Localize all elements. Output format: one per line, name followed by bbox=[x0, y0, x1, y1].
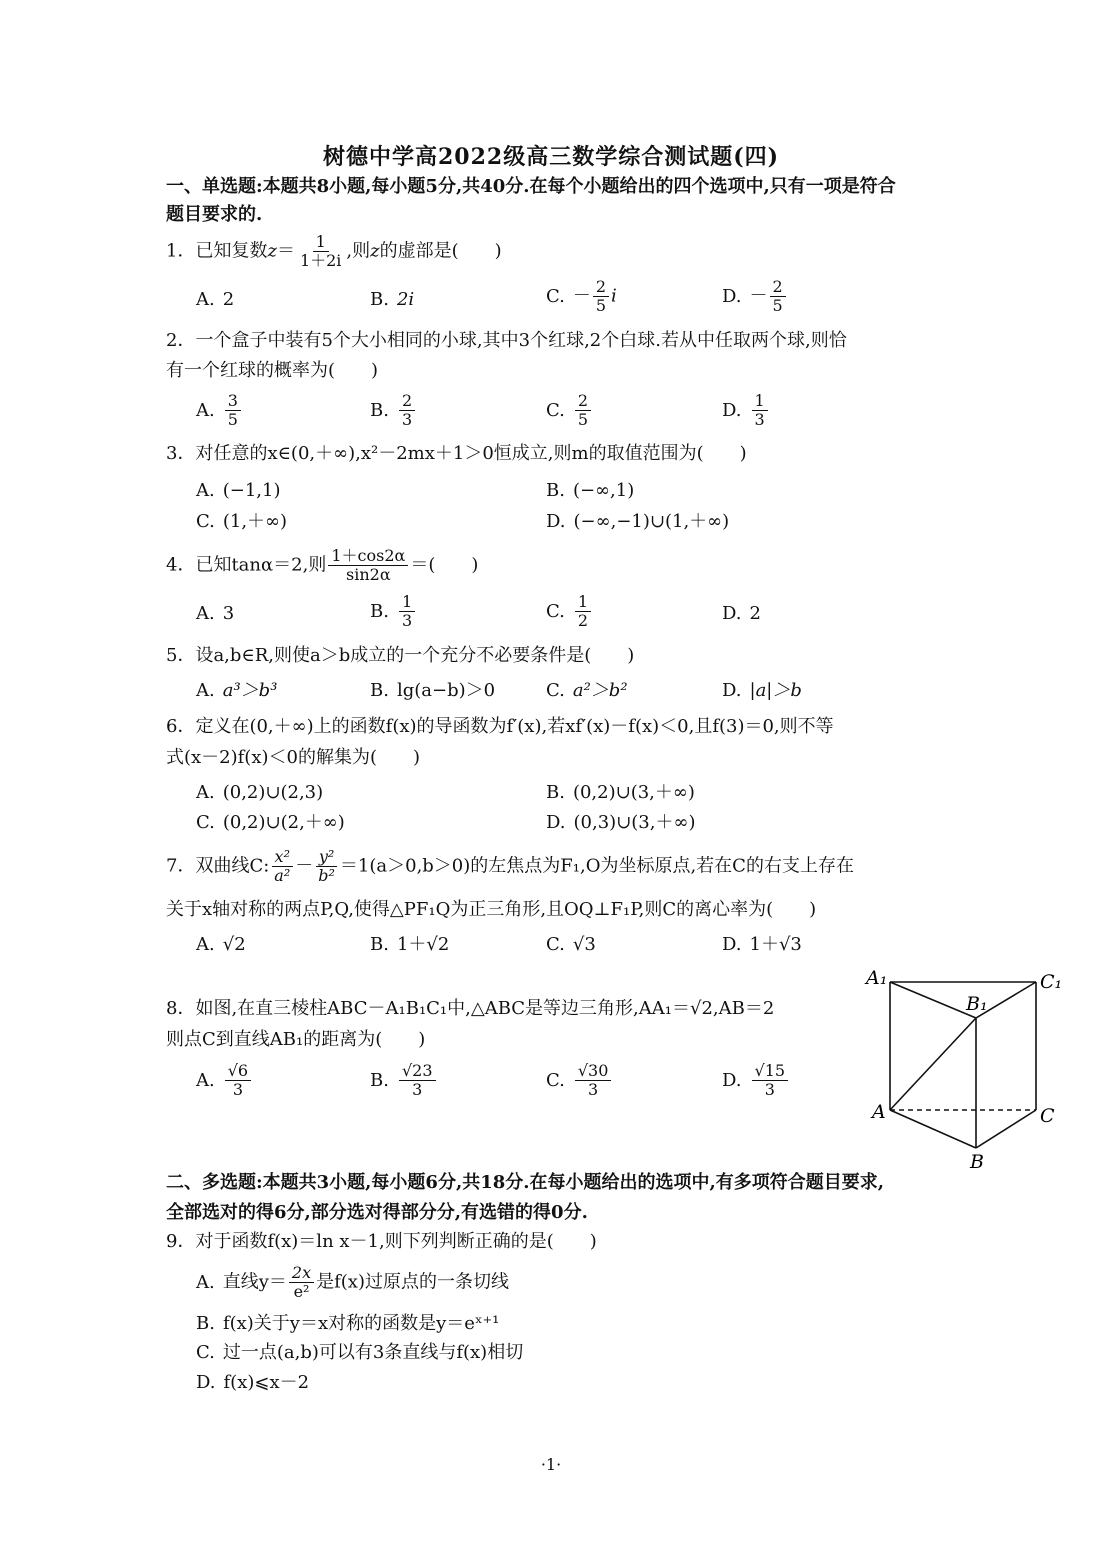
option-label: C. bbox=[546, 934, 565, 955]
option-value: (1,＋∞) bbox=[222, 511, 288, 532]
option-value: (0,2)∪(3,＋∞) bbox=[572, 782, 695, 803]
q1-option-b[interactable] bbox=[370, 286, 414, 314]
option-value: 2i bbox=[396, 289, 415, 310]
q5-option-a[interactable] bbox=[196, 677, 277, 705]
q4-fraction bbox=[328, 547, 408, 584]
option-fraction bbox=[752, 392, 768, 429]
option-label: A. bbox=[196, 289, 215, 310]
question-4 bbox=[166, 547, 478, 584]
option-label: A. bbox=[196, 1069, 215, 1091]
q2-option-d[interactable] bbox=[722, 392, 770, 429]
option-fraction bbox=[575, 593, 591, 630]
option-value: 2 bbox=[222, 289, 235, 310]
option-value: 2 bbox=[749, 603, 761, 624]
option-label: A. bbox=[196, 603, 215, 624]
option-label: B. bbox=[370, 1069, 389, 1091]
q4-prefix: 4．已知tanα＝2,则 bbox=[166, 554, 327, 576]
q4-frac-den: sin2α bbox=[346, 565, 391, 584]
frac-num: √23 bbox=[399, 1062, 436, 1081]
q6-line1: 6．定义在(0,＋∞)上的函数f(x)的导函数为f′(x),若xf′(x)－f(x)＜0,且f(3)＝0,则不等 bbox=[166, 716, 834, 737]
option-label: B. bbox=[546, 782, 565, 803]
option-sign: － bbox=[749, 285, 768, 307]
label-c1: C₁ bbox=[1040, 971, 1063, 993]
q1-prefix: 1．已知复数 bbox=[166, 240, 268, 262]
frac-num: √30 bbox=[575, 1062, 612, 1081]
option-value: (−∞,1) bbox=[572, 480, 635, 501]
frac-den: a² bbox=[274, 866, 291, 885]
q8-option-c[interactable] bbox=[546, 1062, 613, 1099]
q8-option-d[interactable] bbox=[722, 1062, 790, 1099]
option-label: D. bbox=[722, 399, 742, 421]
option-label: C. bbox=[196, 1342, 215, 1363]
option-label: B. bbox=[370, 399, 389, 421]
option-fraction bbox=[593, 278, 609, 315]
q3-option-a[interactable] bbox=[196, 477, 281, 505]
option-sign: － bbox=[572, 285, 591, 307]
option-value: f(x)⩽x－2 bbox=[223, 1372, 310, 1393]
option-fraction bbox=[770, 278, 786, 315]
q8-option-a[interactable] bbox=[196, 1062, 253, 1099]
q2-line1: 2．一个盒子中装有5个大小相同的小球,其中3个红球,2个白球.若从中任取两个球,则恰 bbox=[166, 330, 847, 351]
option-label: D. bbox=[722, 934, 742, 955]
question-3: 3．对任意的x∈(0,＋∞),x²－2mx＋1＞0恒成立,则m的取值范围为( ) bbox=[166, 443, 747, 464]
option-label: C. bbox=[546, 1069, 565, 1091]
question-6 bbox=[166, 713, 834, 772]
option-label: D. bbox=[546, 812, 566, 833]
option-label: B. bbox=[196, 1313, 215, 1334]
q1-option-d[interactable] bbox=[722, 278, 788, 315]
frac-den: 5 bbox=[595, 296, 607, 315]
q8-line1: 8．如图,在直三棱柱ABC－A₁B₁C₁中,△ABC是等边三角形,AA₁＝√2,AB＝2 bbox=[166, 998, 775, 1019]
option-label: D. bbox=[722, 603, 742, 624]
q7-prefix: 7．双曲线C: bbox=[166, 855, 270, 877]
label-a: A bbox=[872, 1101, 886, 1123]
q8-line2: 则点C到直线AB₁的距离为( ) bbox=[166, 1029, 426, 1050]
frac-den: 3 bbox=[754, 410, 765, 429]
option-fraction bbox=[399, 392, 415, 429]
option-label: A. bbox=[196, 1271, 215, 1293]
frac-den: 3 bbox=[401, 611, 413, 630]
frac-den: 5 bbox=[227, 410, 238, 429]
q9-option-a[interactable] bbox=[196, 1264, 509, 1301]
option-label: C. bbox=[546, 285, 565, 307]
option-fraction bbox=[399, 593, 415, 630]
question-2 bbox=[166, 327, 847, 385]
option-value: (0,2)∪(2,＋∞) bbox=[222, 812, 345, 833]
question-7 bbox=[166, 848, 854, 885]
q7-option-a[interactable] bbox=[196, 931, 246, 959]
q2-option-c[interactable] bbox=[546, 392, 593, 429]
q1-option-c[interactable] bbox=[546, 278, 617, 315]
q1-post: ,则 bbox=[346, 240, 371, 262]
frac-num: 3 bbox=[225, 392, 241, 411]
option-label: D. bbox=[546, 511, 566, 532]
q9-option-c[interactable] bbox=[196, 1339, 523, 1367]
option-label: C. bbox=[546, 399, 565, 421]
option-tail: i bbox=[611, 285, 617, 307]
edge-a1b1 bbox=[890, 982, 976, 1018]
q3-option-b[interactable] bbox=[546, 477, 634, 505]
frac-num: √15 bbox=[752, 1062, 789, 1081]
page-number: ·1· bbox=[540, 1455, 562, 1474]
q6-line2: 式(x－2)f(x)＜0的解集为( ) bbox=[166, 747, 421, 768]
option-value: f(x)关于y＝x对称的函数是y＝eˣ⁺¹ bbox=[222, 1313, 500, 1334]
option-label: A. bbox=[196, 480, 215, 501]
option-label: D. bbox=[722, 680, 742, 701]
frac-num: 2 bbox=[593, 278, 609, 297]
q1-eq: ＝ bbox=[276, 240, 295, 262]
q4-option-b[interactable] bbox=[370, 593, 417, 630]
label-c: C bbox=[1040, 1105, 1055, 1127]
frac-den: 3 bbox=[232, 1080, 244, 1099]
q2-line2: 有一个红球的概率为( ) bbox=[166, 360, 379, 381]
q6-option-a[interactable] bbox=[196, 779, 323, 807]
q7-fraction-y bbox=[315, 848, 338, 885]
option-label: A. bbox=[196, 782, 215, 803]
q4-option-a[interactable] bbox=[196, 600, 234, 628]
frac-den: 3 bbox=[401, 410, 413, 429]
option-label: D. bbox=[722, 285, 742, 307]
option-fraction bbox=[225, 392, 241, 429]
q1-option-a[interactable] bbox=[196, 286, 234, 314]
option-fraction bbox=[399, 1062, 436, 1099]
option-label: C. bbox=[196, 812, 215, 833]
question-8 bbox=[166, 995, 774, 1054]
option-value: √2 bbox=[222, 934, 246, 955]
option-label: B. bbox=[546, 480, 565, 501]
q1-frac-den: 1＋2i bbox=[299, 251, 342, 270]
option-value: (0,3)∪(3,＋∞) bbox=[573, 812, 696, 833]
frac-den: e² bbox=[293, 1282, 310, 1301]
q9-option-b[interactable] bbox=[196, 1310, 499, 1338]
q7-option-d[interactable] bbox=[722, 931, 802, 959]
question-9: 9．对于函数f(x)＝ln x－1,则下列判断正确的是( ) bbox=[166, 1231, 597, 1252]
section2-line1: 二、多选题:本题共3小题,每小题6分,共18分.在每小题给出的选项中,有多项符合题目要求, bbox=[166, 1172, 885, 1193]
q7-option-b[interactable] bbox=[370, 931, 449, 959]
option-fraction bbox=[752, 1062, 789, 1099]
option-value: a³＞b³ bbox=[222, 680, 278, 701]
option-label: B. bbox=[370, 680, 389, 701]
option-label: B. bbox=[370, 934, 389, 955]
frac-den: 5 bbox=[772, 296, 783, 315]
option-label: B. bbox=[370, 600, 389, 622]
label-b1: B₁ bbox=[966, 993, 988, 1015]
q1-frac-num: 1 bbox=[313, 233, 329, 252]
frac-num: 2 bbox=[575, 392, 591, 411]
frac-den: b² bbox=[318, 866, 335, 885]
option-label: B. bbox=[370, 289, 389, 310]
q3-option-d[interactable] bbox=[546, 508, 729, 536]
option-label: C. bbox=[196, 511, 215, 532]
option-label: A. bbox=[196, 680, 215, 701]
option-value: (−∞,−1)∪(1,＋∞) bbox=[573, 511, 730, 532]
frac-num: 1 bbox=[752, 392, 768, 411]
q4-frac-num: 1＋cos2α bbox=[328, 547, 408, 566]
q7-post: ＝1(a＞0,b＞0)的左焦点为F₁,O为坐标原点,若在C的右支上存在 bbox=[339, 855, 854, 877]
option-value: √3 bbox=[572, 934, 596, 955]
q4-option-c[interactable] bbox=[546, 593, 593, 630]
page-title: 树德中学高2022级高三数学综合测试题(四) bbox=[322, 144, 780, 170]
frac-num: 2x bbox=[289, 1264, 314, 1283]
option-value: 1＋√3 bbox=[749, 934, 802, 955]
option-label: C. bbox=[546, 680, 565, 701]
question-5: 5．设a,b∈R,则使a＞b成立的一个充分不必要条件是( ) bbox=[166, 645, 635, 666]
q5-option-c[interactable] bbox=[546, 677, 628, 705]
option-fraction bbox=[575, 1062, 612, 1099]
frac-num: x² bbox=[272, 848, 293, 867]
option-label: D. bbox=[196, 1372, 216, 1393]
segment-ab1 bbox=[890, 1018, 976, 1110]
frac-num: 2 bbox=[399, 392, 415, 411]
option-suffix: 是f(x)过原点的一条切线 bbox=[316, 1271, 509, 1293]
option-value: |a|＞b bbox=[749, 680, 802, 701]
q7-minus: － bbox=[295, 855, 314, 877]
frac-num: √6 bbox=[225, 1062, 251, 1081]
option-label: D. bbox=[722, 1069, 742, 1091]
option-value: (−1,1) bbox=[222, 480, 281, 501]
frac-num: y² bbox=[316, 848, 337, 867]
frac-den: 3 bbox=[412, 1080, 423, 1099]
frac-num: 1 bbox=[575, 593, 591, 612]
edge-ab bbox=[890, 1110, 976, 1148]
label-b: B bbox=[970, 1151, 984, 1173]
q4-post: ＝( ) bbox=[410, 554, 479, 576]
q7-line2: 关于x轴对称的两点P,Q,使得△PF₁Q为正三角形,且OQ⊥F₁P,则C的离心率为( ) bbox=[166, 899, 817, 920]
option-label: C. bbox=[546, 600, 565, 622]
label-a1: A₁ bbox=[866, 967, 888, 989]
q3-option-c[interactable] bbox=[196, 508, 287, 536]
q5-option-b[interactable] bbox=[370, 677, 495, 705]
option-label: A. bbox=[196, 399, 215, 421]
q1-post2: 的虚部是( ) bbox=[379, 240, 502, 262]
q8-option-b[interactable] bbox=[370, 1062, 438, 1099]
option-label: A. bbox=[196, 934, 215, 955]
frac-den: 2 bbox=[577, 611, 589, 630]
q2-option-a[interactable] bbox=[196, 392, 243, 429]
q1-var-z: z bbox=[267, 240, 277, 262]
option-value: lg(a−b)＞0 bbox=[396, 680, 496, 701]
section1-line1: 一、单选题:本题共8小题,每小题5分,共40分.在每个小题给出的四个选项中,只有一项是符合 bbox=[166, 176, 896, 197]
option-value: 过一点(a,b)可以有3条直线与f(x)相切 bbox=[222, 1342, 524, 1363]
q4-option-d[interactable] bbox=[722, 600, 761, 628]
option-value: 1＋√2 bbox=[396, 934, 450, 955]
section2-heading bbox=[166, 1169, 884, 1227]
section1-heading bbox=[166, 173, 896, 229]
option-value: (0,2)∪(2,3) bbox=[222, 782, 324, 803]
q9-option-d[interactable] bbox=[196, 1369, 309, 1397]
section1-line2: 题目要求的. bbox=[166, 204, 263, 225]
frac-den: 5 bbox=[577, 410, 589, 429]
q7-fraction-x bbox=[271, 848, 293, 885]
q6-option-b[interactable] bbox=[546, 779, 695, 807]
option-prefix: 直线y＝ bbox=[222, 1271, 287, 1293]
question-1 bbox=[166, 233, 502, 270]
q1-var-z2: z bbox=[370, 240, 380, 262]
option-fraction bbox=[225, 1062, 251, 1099]
q6-option-c[interactable] bbox=[196, 809, 345, 837]
section2-line2: 全部选对的得6分,部分选对得部分分,有选错的得0分. bbox=[166, 1202, 588, 1223]
q1-fraction bbox=[297, 233, 344, 270]
q6-option-d[interactable] bbox=[546, 809, 695, 837]
frac-den: 3 bbox=[588, 1080, 599, 1099]
option-value: a²＞b² bbox=[572, 680, 628, 701]
q2-option-b[interactable] bbox=[370, 392, 417, 429]
option-fraction bbox=[575, 392, 591, 429]
frac-den: 3 bbox=[764, 1080, 775, 1099]
option-value: 3 bbox=[222, 603, 235, 624]
q7-option-c[interactable] bbox=[546, 931, 596, 959]
option-fraction bbox=[289, 1264, 314, 1301]
q5-option-d[interactable] bbox=[722, 677, 802, 705]
prism-figure bbox=[860, 960, 1070, 1175]
frac-num: 2 bbox=[770, 278, 786, 297]
edge-bc bbox=[976, 1110, 1036, 1148]
frac-num: 1 bbox=[399, 593, 415, 612]
